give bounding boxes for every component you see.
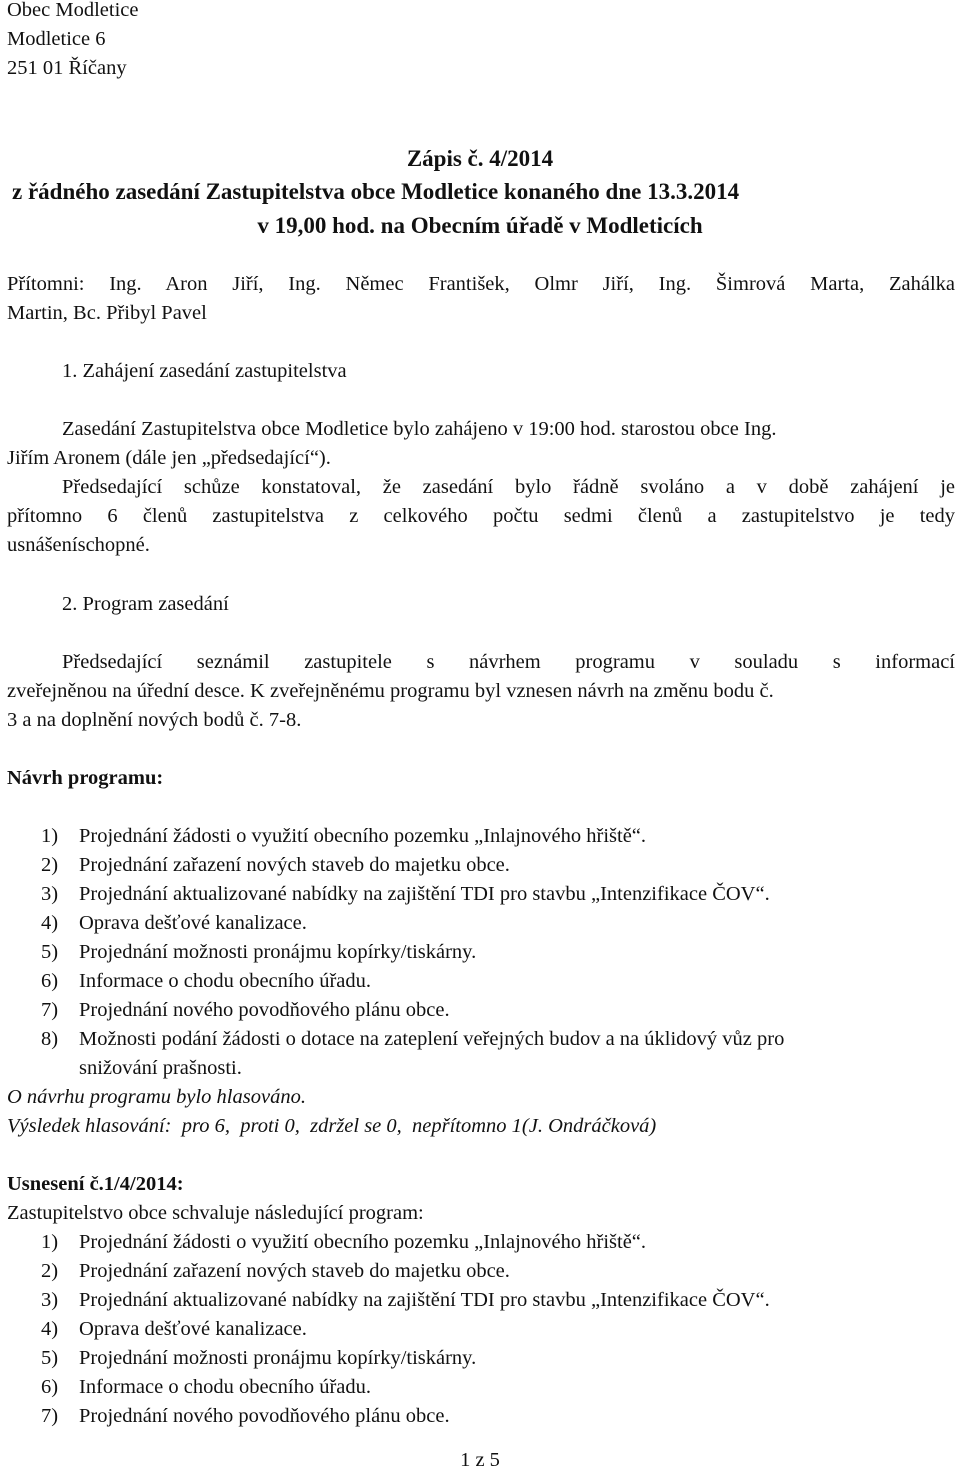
section-1-paragraph-2-line-1: Předsedající schůze konstatoval, že zasedání bylo řádně svoláno a v době zahájení je bbox=[62, 476, 955, 498]
resolution-item-text: Oprava dešťové kanalizace. bbox=[79, 1318, 307, 1340]
vote-note: O návrhu programu bylo hlasováno. bbox=[7, 1086, 306, 1108]
resolution-item-number: 7) bbox=[41, 1405, 59, 1427]
proposal-item-text: Projednání zařazení nových staveb do majetku obce. bbox=[79, 854, 510, 876]
proposal-item-number: 7) bbox=[41, 999, 59, 1021]
proposal-item-number: 3) bbox=[41, 883, 59, 905]
proposal-item-text: Oprava dešťové kanalizace. bbox=[79, 912, 307, 934]
resolution-item-text: Projednání možnosti pronájmu kopírky/tiskárny. bbox=[79, 1347, 477, 1369]
proposal-item-text: Projednání nového povodňového plánu obce. bbox=[79, 999, 450, 1021]
section-1-paragraph-1-line-1: Zasedání Zastupitelstva obce Modletice bylo zahájeno v 19:00 hod. starostou obce Ing. bbox=[62, 418, 777, 440]
section-1-heading: 1. Zahájení zasedání zastupitelstva bbox=[62, 360, 347, 382]
resolution-item-number: 2) bbox=[41, 1260, 59, 1282]
resolution-item-number: 6) bbox=[41, 1376, 59, 1398]
section-2-paragraph-line-1: Předsedající seznámil zastupitele s návrhem programu v souladu s informací bbox=[62, 651, 955, 673]
resolution-item bbox=[41, 1344, 476, 1373]
resolution-item bbox=[41, 1315, 307, 1344]
document-title: Zápis č. 4/2014 bbox=[406, 146, 554, 171]
proposal-item-number: 4) bbox=[41, 912, 59, 934]
address-line-1: Obec Modletice bbox=[7, 0, 139, 21]
proposal-item bbox=[41, 1025, 784, 1054]
proposal-item-number: 2) bbox=[41, 854, 59, 876]
page-number: 1 z 5 bbox=[460, 1449, 500, 1471]
resolution-item-number: 1) bbox=[41, 1231, 59, 1253]
resolution-item-number: 5) bbox=[41, 1347, 59, 1369]
proposal-item bbox=[41, 938, 476, 967]
resolution-item-text: Informace o chodu obecního úřadu. bbox=[79, 1376, 372, 1398]
resolution-item-text: Projednání nového povodňového plánu obce. bbox=[79, 1405, 450, 1427]
resolution-item-text: Projednání zařazení nových staveb do majetku obce. bbox=[79, 1260, 510, 1282]
proposal-item-text: Projednání možnosti pronájmu kopírky/tiskárny. bbox=[79, 941, 477, 963]
proposal-item bbox=[41, 880, 770, 909]
proposal-item-text: Informace o chodu obecního úřadu. bbox=[79, 970, 372, 992]
proposal-heading: Návrh programu: bbox=[7, 767, 164, 789]
section-2-heading: 2. Program zasedání bbox=[62, 593, 229, 615]
vote-result: Výsledek hlasování: pro 6, proti 0, zdržel se 0, nepřítomno 1(J. Ondráčková) bbox=[7, 1115, 657, 1137]
proposal-item-8-continuation: snižování prašnosti. bbox=[79, 1057, 242, 1079]
attendance-line-2: Martin, Bc. Přibyl Pavel bbox=[7, 302, 207, 324]
resolution-heading: Usnesení č.1/4/2014: bbox=[7, 1173, 184, 1195]
section-1-paragraph-1-line-2: Jiřím Aronem (dále jen „předsedající“). bbox=[7, 447, 331, 469]
resolution-intro: Zastupitelstvo obce schvaluje následující program: bbox=[7, 1202, 424, 1224]
section-2-paragraph-line-2: zveřejněnou na úřední desce. K zveřejněnému programu byl vznesen návrh na změnu bodu č. bbox=[7, 680, 774, 702]
address-line-3: 251 01 Říčany bbox=[7, 57, 127, 79]
proposal-item-number: 8) bbox=[41, 1028, 59, 1050]
resolution-item-text: Projednání aktualizované nabídky na zajištění TDI pro stavbu „Intenzifikace ČOV“. bbox=[79, 1289, 770, 1311]
proposal-item-number: 1) bbox=[41, 825, 59, 847]
section-2-paragraph-line-3: 3 a na doplnění nových bodů č. 7-8. bbox=[7, 709, 302, 731]
proposal-item-number: 6) bbox=[41, 970, 59, 992]
resolution-item bbox=[41, 1286, 770, 1315]
resolution-item-text: Projednání žádosti o využití obecního pozemku „Inlajnového hřiště“. bbox=[79, 1231, 647, 1253]
resolution-item-number: 4) bbox=[41, 1318, 59, 1340]
resolution-item bbox=[41, 1257, 510, 1286]
proposal-item-text: Projednání aktualizované nabídky na zajištění TDI pro stavbu „Intenzifikace ČOV“. bbox=[79, 883, 770, 905]
resolution-item-number: 3) bbox=[41, 1289, 59, 1311]
proposal-item-text: Možnosti podání žádosti o dotace na zateplení veřejných budov a na úklidový vůz pro bbox=[79, 1028, 785, 1050]
proposal-item bbox=[41, 967, 371, 996]
document-subtitle: z řádného zasedání Zastupitelstva obce Modletice konaného dne 13.3.2014 bbox=[12, 179, 740, 204]
resolution-item bbox=[41, 1228, 646, 1257]
resolution-item bbox=[41, 1402, 450, 1431]
document-subtitle-2: v 19,00 hod. na Obecním úřadě v Modleticích bbox=[257, 213, 703, 238]
address-line-2: Modletice 6 bbox=[7, 28, 106, 50]
proposal-item bbox=[41, 851, 510, 880]
proposal-item bbox=[41, 909, 307, 938]
section-1-paragraph-2-line-3: usnášeníschopné. bbox=[7, 534, 150, 556]
proposal-item bbox=[41, 996, 450, 1025]
attendance-line-1: Přítomni: Ing. Aron Jiří, Ing. Němec František, Olmr Jiří, Ing. Šimrová Marta, Zahálka bbox=[7, 273, 955, 295]
section-1-paragraph-2-line-2: přítomno 6 členů zastupitelstva z celkového počtu sedmi členů a zastupitelstvo je tedy bbox=[7, 505, 955, 527]
resolution-item bbox=[41, 1373, 371, 1402]
proposal-item-number: 5) bbox=[41, 941, 59, 963]
proposal-item-text: Projednání žádosti o využití obecního pozemku „Inlajnového hřiště“. bbox=[79, 825, 647, 847]
proposal-item bbox=[41, 822, 646, 851]
